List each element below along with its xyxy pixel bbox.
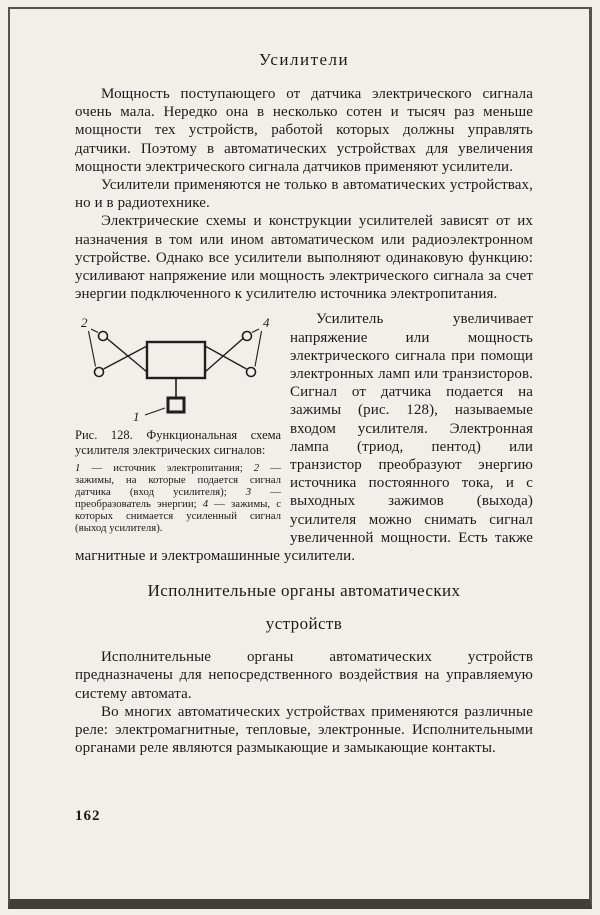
section-heading-line1: Исполнительные органы автоматических bbox=[147, 581, 461, 601]
section-heading bbox=[75, 581, 533, 634]
input-terminal-top bbox=[99, 332, 108, 341]
amplifier-diagram bbox=[75, 314, 275, 424]
output-terminal-top bbox=[243, 332, 252, 341]
legend-item: 3 — преобразователь энергии; bbox=[75, 486, 281, 511]
legend-item: 4 — зажимы, с которых снимается усиленный сигнал (выход усилителя). bbox=[75, 498, 281, 534]
figure-caption: Рис. 128. Функциональная схема усилителя электрических сигналов: bbox=[75, 428, 281, 457]
paragraph-signal-power: Мощность поступающего от датчика электрического сигнала очень мала. Нередко она в несколько сотен и тысяч раз меньше мощности тех устройств, работой которых должны управлять датчики. Поэтому в автоматических устройствах для увеличения мощности электрического сигнала датчиков применяют усилители. bbox=[75, 86, 533, 175]
paragraph-relays: Во многих автоматических устройствах применяются различные реле: электромагнитные, тепловые, электронные. Исполнительными органами реле являются размыкающие и замыкающие контакты. bbox=[75, 703, 533, 757]
paragraph-amplifier-work: Усилитель увеличивает напряжение или мощность электрического сигнала при помощи электронных ламп или транзисторов. Сигнал от датчика подается на зажимы (рис. 128), называемые входом усилителя. Электронная лампа (триод, пентод) или транзистор преобразуют энергию источника постоянного тока, и с выходных зажимов (выхода) усилителя можно снимать сигнал увеличенной мощности. Есть также магнитные и электромашинные усилители. bbox=[75, 311, 533, 565]
section-heading-line2: устройств bbox=[265, 614, 343, 634]
input-terminal-bottom bbox=[95, 368, 104, 377]
figure-128 bbox=[75, 310, 281, 534]
page-number: 162 bbox=[75, 808, 101, 824]
label-2: 2 bbox=[81, 315, 88, 331]
paragraph-schemes: Электрические схемы и конструкции усилителей зависят от их назначения в том или ином автоматическом или радиоэлектронном устройстве. Однако все усилители выполняют одинаковую функцию: усиливают напряжение или мощность электрического сигнала за счет энергии подключенного к усилителю источника электропитания. bbox=[75, 213, 533, 303]
figure-and-text bbox=[75, 310, 533, 565]
converter-box bbox=[147, 342, 205, 378]
legend-item: 2 — зажимы, на которые подается сигнал датчика (вход усилителя); bbox=[75, 462, 281, 499]
legend-item: 1 — источник электропитания; bbox=[75, 462, 254, 475]
paragraph-radio: Усилители применяются не только в автоматических устройствах, но и в радиотехнике. bbox=[75, 177, 533, 212]
label-4: 4 bbox=[263, 315, 270, 331]
page-title: Усилители bbox=[258, 50, 350, 69]
label-1: 1 bbox=[133, 409, 140, 425]
power-source-box bbox=[168, 398, 184, 412]
section-body bbox=[75, 648, 533, 757]
figure-legend bbox=[75, 463, 281, 534]
page-content bbox=[75, 50, 533, 758]
paragraph-executive-organs: Исполнительные органы автоматических устройств предназначены для непосредственного воздействия на управляемую систему автомата. bbox=[75, 649, 533, 702]
output-terminal-bottom bbox=[247, 368, 256, 377]
